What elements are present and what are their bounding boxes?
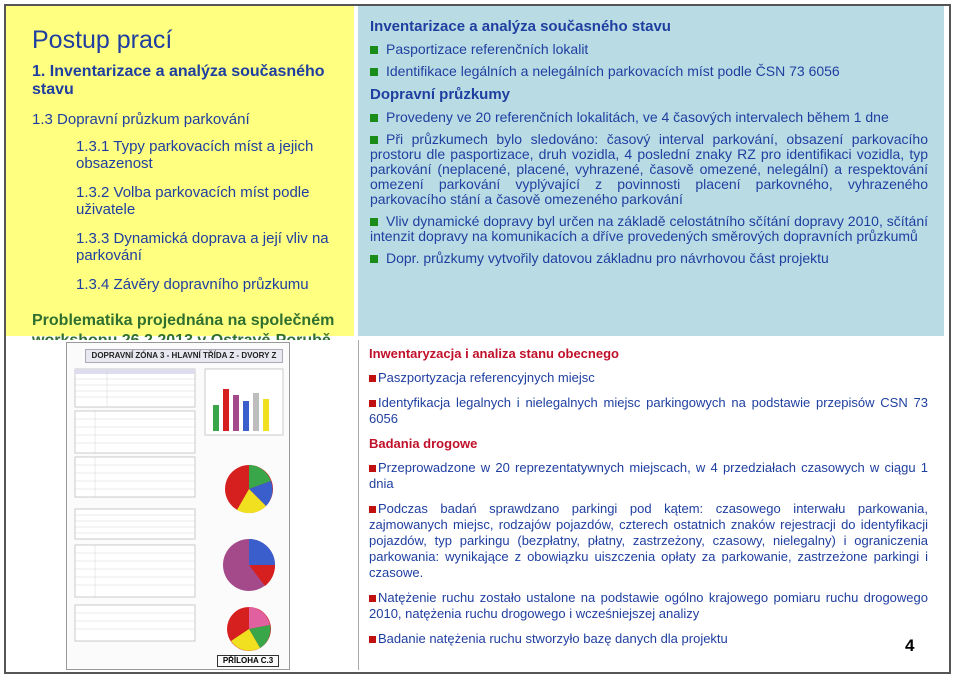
- red-square-icon: [369, 400, 376, 407]
- report-graphics: [67, 343, 289, 669]
- green-square-icon: [370, 218, 378, 226]
- page-number: 4: [905, 636, 915, 655]
- outline-panel: [6, 6, 354, 336]
- workshop-note: Problematika projednána na společném: [32, 312, 335, 329]
- report-thumbnail: [66, 342, 290, 670]
- green-square-icon: [370, 114, 378, 122]
- red-square-icon: [369, 506, 376, 513]
- czech-panel: [358, 6, 944, 336]
- outline-sub-3: 1.3.3 Dynamická doprava a její vliv na parkování: [76, 230, 329, 264]
- report-pie-chart-1: [225, 465, 273, 513]
- outline-sub-2: 1.3.2 Volba parkovacích míst podle uživatele: [76, 184, 310, 218]
- report-table-2: [75, 411, 195, 453]
- polish-panel: [358, 340, 944, 670]
- cz-bullet-3: Provedeny ve 20 referenčních lokalitách, ve 4 časových intervalech během 1 dne: [370, 110, 928, 125]
- cz-bullet-4: Při průzkumech bylo sledováno: časový interval parkování, obsazení parkovacího prostoru dle pasportizace, druh vozidla, 4 poslední znaky RZ pro identifikaci vozidla, typ parkování (neplacené, placené, vyhrazené, časově omezené, nelegální) a respektování omezení parkování vyplývající z povinnosti placení parkovného, vyhrazeného parkovacího stání a časově omezeného parkování: [370, 131, 928, 207]
- report-table-1: [75, 369, 195, 407]
- report-table-8: [75, 545, 195, 597]
- pl-bullet-1: Paszportyzacja referencyjnych miejsc: [369, 370, 928, 386]
- report-bar-chart: [205, 369, 283, 435]
- pl-bullet-5: Natężenie ruchu zostało ustalone na podstawie ogólno krajowego pomiaru ruchu drogowego 2010, natężenia ruchu drogowego i wcześniejszej analizy: [369, 590, 928, 621]
- pl-bullet-3: Przeprowadzone w 20 reprezentatywnych miejscach, w 4 przedziałach czasowych w ciągu 1 dnia: [369, 460, 928, 491]
- outline-sub-4: 1.3.4 Závěry dopravního průzkumu: [76, 276, 309, 293]
- outline-title: Postup prací: [32, 26, 173, 54]
- report-pie-chart-3: [227, 607, 271, 651]
- red-square-icon: [369, 636, 376, 643]
- cz-bullet-1: Pasportizace referenčních lokalit: [370, 42, 928, 57]
- red-square-icon: [369, 595, 376, 602]
- cz-bullet-6: Dopr. průzkumy vytvořily datovou základnu pro návrhovou část projektu: [370, 251, 928, 266]
- green-square-icon: [370, 255, 378, 263]
- green-square-icon: [370, 68, 378, 76]
- cz-bullet-2: Identifikace legálních a nelegálních parkovacích míst podle ČSN 73 6056: [370, 64, 928, 79]
- report-footer: PŘÍLOHA C.3: [217, 655, 279, 667]
- red-square-icon: [369, 465, 376, 472]
- report-table-9: [75, 605, 195, 641]
- pl-bullet-6: Badanie natężenia ruchu stworzyło bazę danych dla projektu: [369, 631, 928, 647]
- cz-heading-2: Dopravní průzkumy: [370, 86, 511, 103]
- pl-heading-2: Badania drogowe: [369, 436, 478, 451]
- green-square-icon: [370, 46, 378, 54]
- outline-sub-1: 1.3.1 Typy parkovacích míst a jejich obsazenost: [76, 138, 314, 172]
- cz-heading-1: Inventarizace a analýza současného stavu: [370, 18, 671, 35]
- green-square-icon: [370, 136, 378, 144]
- report-pie-chart-2: [223, 539, 275, 591]
- cz-bullet-5: Vliv dynamické dopravy byl určen na základě celostátního sčítání dopravy 2010, sčítání intenzit dopravy na komunikacích a dříve provedených směrových dopravních průzkumů: [370, 213, 928, 244]
- outline-item-1: 1. Inventarizace a analýza současného stavu: [32, 63, 325, 98]
- report-table-3: [75, 457, 195, 497]
- red-square-icon: [369, 375, 376, 382]
- report-thumbnail-panel: [6, 340, 354, 670]
- report-table-7: [75, 509, 195, 539]
- pl-bullet-4: Podczas badań sprawdzano parkingi pod kątem: czasowego interwału parkowania, zajmowanych miejsc, rodzajów pojazdów, czterech ostatnich znaków rejestracji do identyfikacji pojazdów, typ parkingu (bezpłatny, płatny, zastrzeżony, czasowy, nielegalny) i ograniczenia parkowania: wynikające z obowiązku uiszczenia opłaty za parkowanie, zastrzeżone parkingi i czasowe.: [369, 501, 928, 580]
- outline-item-1-3: 1.3 Dopravní průzkum parkování: [32, 111, 250, 128]
- pl-heading-1: Inwentaryzacja i analiza stanu obecnego: [369, 346, 619, 361]
- report-header: DOPRAVNÍ ZÓNA 3 - HLAVNÍ TŘÍDA Z - DVORY Z: [85, 349, 283, 363]
- pl-bullet-2: Identyfikacja legalnych i nielegalnych miejsc parkingowych na podstawie przepisów CSN 73 6056: [369, 395, 928, 426]
